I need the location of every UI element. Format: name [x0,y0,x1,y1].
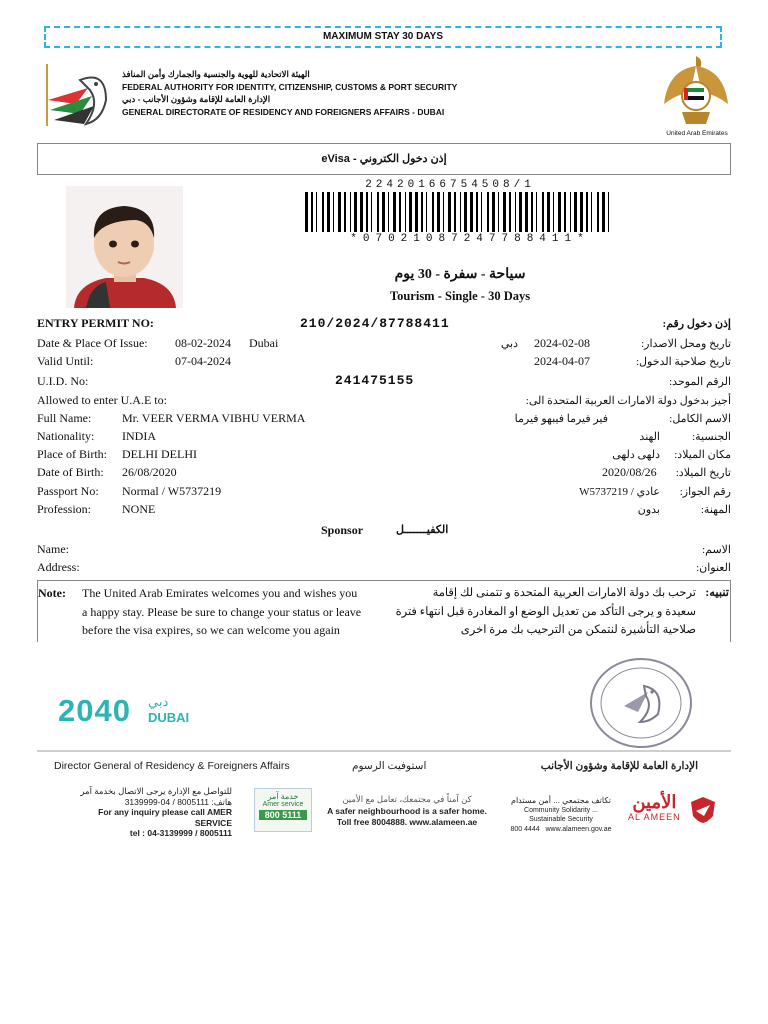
barcode-bar [333,192,334,232]
profession-value: NONE [122,502,156,516]
barcode-bar [338,192,341,232]
footer-divider [37,750,731,752]
sponsor-name-label: Name: [37,542,69,556]
community-en: Community Solidarity ... Sustainable Security [524,806,598,823]
profession-value-ar: بدون [637,504,660,516]
alameen-tagline-ar: كن آمناً في مجتمعك، تعامل مع الأمين [342,794,472,804]
allowed-label: Allowed to enter U.A.E to: [37,393,167,407]
barcode-bar [415,192,418,232]
barcode-bar [574,192,577,232]
nationality-label-ar: الجنسية: [692,431,731,443]
barcode-bar [388,192,389,232]
barcode-bar [492,192,495,232]
barcode-bar [558,192,561,232]
applicant-photo [66,186,183,308]
barcode-bar [322,192,324,232]
amer-contact-ar: للتواصل مع الإدارة يرجى الاتصال بخدمة آمر [80,786,232,796]
barcode-bar [305,192,308,232]
barcode-bar [487,192,489,232]
barcode-bar [409,192,412,232]
full-name-value-ar: فير فيرما فيبهو فيرما [514,413,608,425]
dubai-logo-ar: دبي [148,694,169,709]
entry-permit-label-ar: إذن دخول رقم: [662,318,731,330]
barcode-bar [602,192,605,232]
issue-date: 08-02-2024 [175,336,231,350]
barcode-bar [509,192,511,232]
barcode-top-number: 22420166754508/1 [365,179,535,191]
barcode-bar [476,192,478,232]
issue-label-ar: تاريخ ومحل الاصدار: [641,338,731,350]
allowed-label-ar: أجيز بدخول دولة الامارات العربية المتحدة الى: [525,395,731,407]
directorate-line-en: GENERAL DIRECTORATE OF RESIDENCY AND FOREIGNERS AFFAIRS - DUBAI [122,106,445,117]
uid-label-ar: الرقم الموحد: [669,376,731,388]
barcode-bar [460,192,461,232]
note-line-ar: ترحب بك دولة الامارات العربية المتحدة و تتمنى لك إقامة [432,587,696,599]
director-general-en: Director General of Residency & Foreigners Affairs [54,760,290,772]
directorate-line-ar: الإدارة العامة للإقامة وشؤون الأجانب - دبي [122,94,271,104]
barcode-bar [311,192,313,232]
barcode-bar [536,192,537,232]
authority-header [122,68,457,118]
barcode-bar [448,192,451,232]
barcode-bar [470,192,473,232]
barcode-bar [454,192,456,232]
barcode-bar [481,192,482,232]
alameen-tollfree: Toll free 8004888. www.alameen.ae [336,817,478,827]
amer-service-ar: خدمة آمر [267,792,299,801]
sponsor-title: Sponsor [321,523,364,537]
barcode-bar [498,192,499,232]
note-line-ar: سعيدة و يرجى التأكد من تعديل الوضع او المغادرة قبل انتهاء فترة [395,605,696,618]
barcode-bar [437,192,440,232]
community-website: www.alameen.gov.ae [545,825,612,833]
barcode-bar [371,192,372,232]
amer-service-number: 800 5111 [259,810,307,820]
barcode-bar [344,192,346,232]
barcode-bar [366,192,368,232]
barcode-bar [421,192,423,232]
valid-until-value: 07-04-2024 [175,354,231,368]
barcode-bar [553,192,554,232]
community-block [506,796,616,834]
alameen-logo-en: AL AMEEN [628,812,681,822]
alameen-logo [628,792,681,822]
official-stamp-icon [588,656,694,750]
full-name-label-ar: الاسم الكامل: [669,413,731,425]
entry-permit-label: ENTRY PERMIT NO: [37,316,154,330]
visa-type-en: Tourism - Single - 30 Days [389,289,531,303]
alameen-message-block [322,794,492,829]
amer-contact-phone-ar: هاتف: 8005111 / 04-3139999 [124,796,232,807]
date-of-birth-label-ar: تاريخ الميلاد: [675,467,731,479]
directorate-footer-ar: الإدارة العامة للإقامة وشؤون الأجانب [540,760,698,772]
sponsor-address-label-ar: العنوان: [696,562,731,574]
sponsor-address-label: Address: [37,560,80,574]
full-name-value: Mr. VEER VERMA VIBHU VERMA [122,411,306,425]
valid-until-label: Valid Until: [37,354,94,368]
falcon-logo-icon [36,60,116,130]
issue-place: Dubai [249,336,279,350]
note-text-ar [376,584,696,640]
uid-label: U.I.D. No: [37,374,89,388]
note-line: a happy stay. Please be sure to change your status or leave [82,604,362,619]
maximum-stay-banner: MAXIMUM STAY 30 DAYS [44,26,722,48]
evisa-title: eVisa - إذن دخول الكتروني [37,143,731,175]
alameen-logo-ar: الأمين [632,792,677,812]
barcode-bar [531,192,533,232]
note-text-en [82,584,392,640]
community-contact [506,825,616,835]
amer-contact-block [60,786,232,839]
barcode-icon [305,192,615,234]
date-of-birth-label: Date of Birth: [37,465,104,479]
barcode-bar [405,192,406,232]
passport-label: Passport No: [37,484,99,498]
barcode-bar [580,192,583,232]
date-of-birth-value: 26/08/2020 [122,465,177,479]
issue-place-ar: دبي [500,338,518,350]
note-label-ar: تنبيه: [705,587,729,599]
dubai-2040-logo: 2040 [58,693,131,728]
barcode-bar [393,192,396,232]
passport-value-ar: عادي / W5737219 [579,486,660,498]
profession-label-ar: المهنة: [700,504,731,516]
barcode-bar [316,192,317,232]
amer-tel-en: tel : 04-3139999 / 8005111 [129,828,232,838]
note-line: The United Arab Emirates welcomes you and wishes you [82,586,358,600]
dubai-logo-word: DUBAI [148,710,190,725]
barcode-bar [464,192,467,232]
barcode-bottom-number: *07021087247788411* [350,233,590,245]
sponsor-title-ar: الكفيـــــــل [396,524,449,536]
barcode-bar [443,192,444,232]
nationality-label: Nationality: [37,429,95,443]
note-line: before the visa expires, so we can welcome you again [82,623,340,637]
community-ar: تكاتف مجتمعي ... أمن مستدام [511,796,611,805]
note-line-ar: صلاحية التأشيرة لنتمكن من الترحيب بك مرة اخرى [460,624,696,636]
barcode-bar [354,192,357,232]
passport-value: Normal / W5737219 [122,484,222,498]
nationality-value-ar: الهند [639,431,660,443]
barcode-bar [519,192,522,232]
barcode-bar [515,192,516,232]
passport-label-ar: رقم الجواز: [679,486,731,498]
barcode-bar [503,192,506,232]
barcode-bar [525,192,528,232]
barcode-bar [360,192,363,232]
valid-until-value-ar: 2024-04-07 [534,354,590,368]
barcode-bar [597,192,599,232]
profession-label: Profession: [37,502,91,516]
uid-number: 241475155 [335,373,415,388]
barcode-bar [327,192,330,232]
note-label: Note: [38,586,66,600]
barcode-bar [399,192,401,232]
authority-line-ar: الهيئة الاتحادية للهوية والجنسية والجمارك وأمن المنافذ [122,69,310,79]
barcode-bar [350,192,351,232]
child-portrait-icon [66,186,183,308]
barcode-bar [377,192,379,232]
barcode-bar [542,192,544,232]
alameen-shield-icon [690,796,716,824]
issue-date-ar: 2024-02-08 [534,336,590,350]
sponsor-name-label-ar: الاسم: [702,544,731,556]
place-of-birth-value-ar: دلهى دلهى [612,449,660,461]
barcode-bar [570,192,571,232]
visa-type-ar: سياحة - سفرة - 30 يوم [394,267,526,282]
valid-until-label-ar: تاريخ صلاحية الدخول: [635,356,731,368]
barcode-bar [547,192,550,232]
place-of-birth-label-ar: مكان الميلاد: [674,449,731,461]
barcode-bar [608,192,609,232]
uae-emblem-icon [660,52,732,130]
barcode-bar [591,192,592,232]
uae-caption: United Arab Emirates [666,130,728,137]
issue-label: Date & Place Of Issue: [37,336,148,350]
community-number: 800 4444 [510,825,540,833]
date-of-birth-value-ar: 2020/08/26 [602,465,657,479]
barcode-bar [426,192,427,232]
place-of-birth-label: Place of Birth: [37,447,107,461]
authority-line-en: FEDERAL AUTHORITY FOR IDENTITY, CITIZENSHIP, CUSTOMS & PORT SECURITY [122,81,458,92]
entry-permit-number: 210/2024/87788411 [300,316,450,331]
barcode-bar [564,192,566,232]
barcode-bar [382,192,385,232]
fees-paid-ar: استوفيت الرسوم [352,760,427,772]
amer-service-en: Amer service [262,801,304,808]
barcode-bar [586,192,588,232]
amer-service-logo [254,788,312,832]
place-of-birth-value: DELHI DELHI [122,447,197,461]
nationality-value: INDIA [122,429,156,443]
amer-inquiry-en: For any inquiry please call AMER SERVICE [98,807,232,828]
full-name-label: Full Name: [37,411,92,425]
alameen-tagline-en: A safer neighbourhood is a safer home. [327,805,487,816]
barcode-bar [432,192,434,232]
